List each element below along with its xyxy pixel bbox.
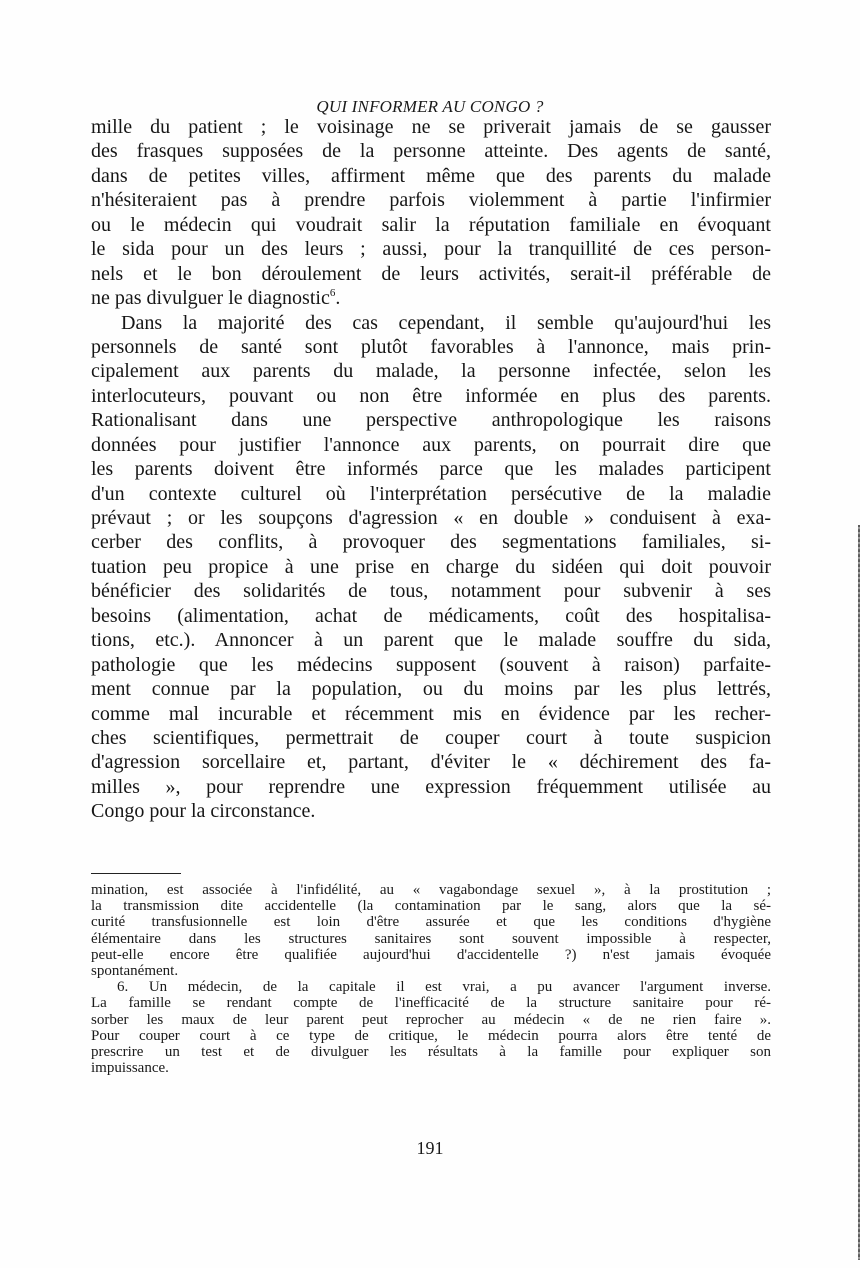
text-line: Dans la majorité des cas cependant, il semble qu'aujourd'hui les	[121, 311, 771, 334]
footnote-line: Pour couper court à ce type de critique, le médecin pourra alors être tenté de	[91, 1027, 771, 1044]
footnote-line: peut-elle encore être qualifiée aujourd'hui d'accidentelle ?) n'est jamais évoquée	[91, 946, 771, 963]
text-line: interlocuteurs, pouvant ou non être informée en plus des parents.	[91, 384, 771, 407]
footnote-separator	[91, 873, 181, 874]
text-line: comme mal incurable et récemment mis en évidence par les recher-	[91, 702, 771, 725]
text-line: le sida pour un des leurs ; aussi, pour la tranquillité de ces person-	[91, 238, 771, 261]
footnote-line: 6. Un médecin, de la capitale il est vrai, a pu avancer l'argument inverse.	[117, 979, 771, 996]
footnote-line: la transmission dite accidentelle (la contamination par le sang, alors que la sé-	[91, 898, 771, 915]
text-line: cipalement aux parents du malade, la personne infectée, selon les	[91, 360, 771, 383]
text-line: nels et le bon déroulement de leurs activités, serait-il préférable de	[91, 262, 771, 285]
text-line	[91, 286, 771, 310]
footnote-line: curité transfusionnelle est loin d'être assurée et que les conditions d'hygiène	[91, 914, 771, 931]
text-line: cerber des conflits, à provoquer des segmentations familiales, si-	[91, 531, 771, 554]
text-line: Congo pour la circonstance.	[91, 800, 316, 823]
text-line: personnels de santé sont plutôt favorables à l'annonce, mais prin-	[91, 335, 771, 358]
text-line: dans de petites villes, affirment même que des parents du malade	[91, 164, 771, 187]
footnote-line: impuissance.	[91, 1060, 169, 1077]
text-line: ment connue par la population, ou du moins par les plus lettrés,	[91, 678, 771, 701]
running-title: QUI INFORMER AU CONGO ?	[316, 97, 544, 116]
text-line: bénéficier des solidarités de tous, notamment pour subvenir à ses	[91, 580, 771, 603]
text-line: milles », pour reprendre une expression fréquemment utilisée au	[91, 775, 771, 798]
text-line: données pour justifier l'annonce aux parents, on pourrait dire que	[91, 433, 771, 456]
footnote-line: mination, est associée à l'infidélité, au « vagabondage sexuel », à la prostitution ;	[91, 882, 771, 898]
text-line: mille du patient ; le voisinage ne se priverait jamais de se gausser	[91, 116, 771, 138]
text-line: pathologie que les médecins supposent (souvent à raison) parfaite-	[91, 653, 771, 676]
footnote-line: La famille se rendant compte de l'inefficacité de la structure sanitaire pour ré-	[91, 995, 771, 1012]
text-line: des frasques supposées de la personne atteinte. Des agents de santé,	[91, 140, 771, 163]
text-line: les parents doivent être informés parce que les malades participent	[91, 458, 771, 481]
text-line: d'un contexte culturel où l'interprétation persécutive de la maladie	[91, 482, 771, 505]
paragraph-2	[91, 311, 771, 824]
paragraph-1	[91, 115, 771, 311]
text-line: ches scientifiques, permettrait de couper court à toute suspicion	[91, 726, 771, 749]
footnote-6	[91, 979, 771, 1076]
footnote-continued	[91, 882, 771, 979]
text-line: prévaut ; or les soupçons d'agression « en double » conduisent à exa-	[91, 507, 771, 529]
text-line: Rationalisant dans une perspective anthropologique les raisons	[91, 409, 771, 432]
main-text	[91, 115, 771, 824]
page-number: 191	[416, 1138, 444, 1158]
footnotes	[91, 882, 771, 1076]
text-fragment: .	[335, 287, 341, 310]
text-line: n'hésiteraient pas à prendre parfois violemment à partie l'infirmier	[91, 189, 771, 212]
text-line: tions, etc.). Annoncer à un parent que le malade souffre du sida,	[91, 629, 771, 652]
text-line: besoins (alimentation, achat de médicaments, coût des hospitalisa-	[91, 604, 771, 627]
footnote-line: prescrire un test et de divulguer les résultats à la famille pour expliquer son	[91, 1043, 771, 1060]
footnote-line: élémentaire dans les structures sanitaires sont souvent impossible à respecter,	[91, 930, 771, 947]
footnote-reference[interactable]: 6	[329, 287, 336, 300]
footnote-line: sorber les maux de leur parent peut reprocher au médecin « de ne rien faire ».	[91, 1011, 771, 1028]
text-line: d'agression sorcellaire et, partant, d'éviter le « déchirement des fa-	[91, 751, 771, 774]
text-line: tuation peu propice à une prise en charge du sidéen qui doit pouvoir	[91, 555, 771, 578]
footnote-line: spontanément.	[91, 962, 179, 979]
text-line: ou le médecin qui voudrait salir la réputation familiale en évoquant	[91, 213, 771, 236]
text-fragment: ne pas divulguer le diagnostic	[91, 287, 330, 310]
